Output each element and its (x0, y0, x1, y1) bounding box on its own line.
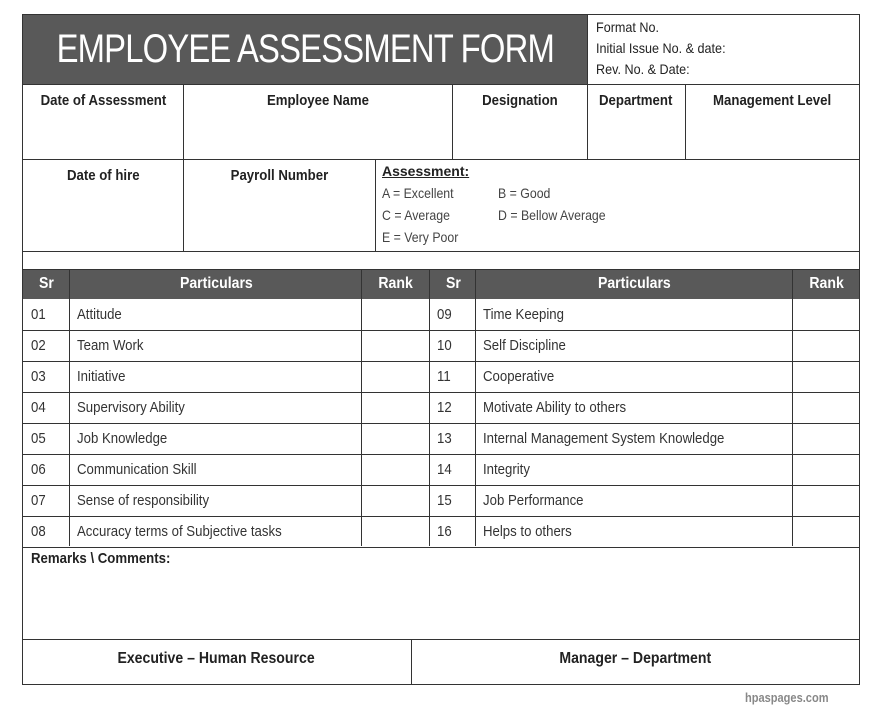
rank-input-cell[interactable] (362, 330, 429, 361)
sr-header-left: Sr (38, 275, 54, 292)
item-particular: Initiative (77, 368, 126, 385)
item-particular: Internal Management System Knowledge (483, 430, 725, 447)
department-manager-signature[interactable]: Manager – Department (559, 650, 711, 667)
department-field[interactable]: Department (599, 92, 673, 109)
rank-input-cell[interactable] (793, 423, 859, 454)
item-sr: 14 (437, 461, 452, 478)
legend-a: A = Excellent (382, 185, 454, 201)
divider (23, 269, 859, 270)
item-sr: 06 (31, 461, 46, 478)
item-sr: 12 (437, 399, 452, 416)
rank-input-cell[interactable] (362, 516, 429, 547)
item-sr: 11 (437, 368, 451, 385)
form-title: EMPLOYEE ASSESSMENT FORM (56, 27, 554, 71)
item-sr: 02 (31, 337, 46, 354)
rank-header-left: Rank (361, 269, 430, 299)
divider (23, 547, 859, 548)
rank-input-cell[interactable] (362, 361, 429, 392)
item-particular: Accuracy terms of Subjective tasks (77, 523, 282, 540)
item-sr: 13 (437, 430, 452, 447)
remarks-field[interactable] (23, 575, 859, 639)
rank-input-cell[interactable] (793, 361, 859, 392)
item-sr: 10 (437, 337, 452, 354)
rank-input-cell[interactable] (793, 485, 859, 516)
rank-input-cell[interactable] (793, 299, 859, 330)
rev-no-label: Rev. No. & Date: (596, 61, 690, 77)
item-particular: Cooperative (483, 368, 555, 385)
item-sr: 16 (437, 523, 452, 540)
legend-d: D = Bellow Average (498, 207, 606, 223)
document-meta (587, 15, 860, 84)
item-particular: Job Performance (483, 492, 584, 509)
item-particular: Time Keeping (483, 306, 564, 323)
item-sr: 05 (31, 430, 46, 447)
divider (23, 639, 859, 640)
date-of-hire-field[interactable]: Date of hire (66, 167, 140, 184)
item-particular: Sense of responsibility (77, 492, 210, 509)
rank-input-cell[interactable] (362, 392, 429, 423)
item-particular: Attitude (77, 306, 122, 323)
legend-title: Assessment: (382, 163, 470, 179)
divider (23, 251, 859, 252)
watermark: hpaspages.com (745, 690, 829, 705)
payroll-number-field[interactable]: Payroll Number (230, 167, 328, 184)
initial-issue-label: Initial Issue No. & date: (596, 40, 726, 56)
rank-input-cell[interactable] (362, 454, 429, 485)
employee-name-field[interactable]: Employee Name (266, 92, 369, 109)
rank-input-cell[interactable] (362, 485, 429, 516)
item-sr: 08 (31, 523, 46, 540)
item-sr: 01 (31, 306, 46, 323)
legend-c: C = Average (382, 207, 450, 223)
item-particular: Helps to others (483, 523, 572, 540)
divider (69, 299, 70, 546)
title-bar (23, 15, 587, 84)
rank-input-cell[interactable] (362, 423, 429, 454)
assessment-form (22, 14, 860, 685)
item-particular: Motivate Ability to others (483, 399, 627, 416)
item-particular: Communication Skill (77, 461, 197, 478)
item-particular: Self Discipline (483, 337, 566, 354)
rank-input-cell[interactable] (793, 454, 859, 485)
divider (429, 299, 430, 546)
format-no-label: Format No. (596, 19, 660, 35)
sr-header-right: Sr (429, 269, 476, 299)
item-sr: 07 (31, 492, 46, 509)
item-particular: Job Knowledge (77, 430, 168, 447)
item-sr: 04 (31, 399, 46, 416)
legend-e: E = Very Poor (382, 229, 459, 245)
item-particular: Supervisory Ability (77, 399, 185, 416)
rank-input-cell[interactable] (793, 516, 859, 547)
assessment-legend (375, 160, 855, 250)
item-sr: 03 (31, 368, 46, 385)
item-particular: Integrity (483, 461, 530, 478)
designation-field[interactable]: Designation (481, 92, 558, 109)
item-sr: 15 (437, 492, 452, 509)
rank-input-cell[interactable] (362, 299, 429, 330)
rank-input-cell[interactable] (793, 392, 859, 423)
divider (475, 299, 476, 546)
legend-b: B = Good (498, 185, 551, 201)
grid-header (23, 269, 859, 299)
particulars-header-left: Particulars (69, 269, 362, 299)
remarks-label: Remarks \ Comments: (31, 550, 171, 567)
rank-input-cell[interactable] (793, 330, 859, 361)
date-of-assessment-field[interactable]: Date of Assessment (40, 92, 166, 109)
management-level-field[interactable]: Management Level (712, 92, 832, 109)
rank-header-right: Rank (792, 269, 860, 299)
divider (361, 299, 362, 546)
item-particular: Team Work (77, 337, 144, 354)
particulars-header-right: Particulars (475, 269, 793, 299)
divider (792, 299, 793, 546)
item-sr: 09 (437, 306, 452, 323)
hr-executive-signature[interactable]: Executive – Human Resource (117, 650, 315, 667)
